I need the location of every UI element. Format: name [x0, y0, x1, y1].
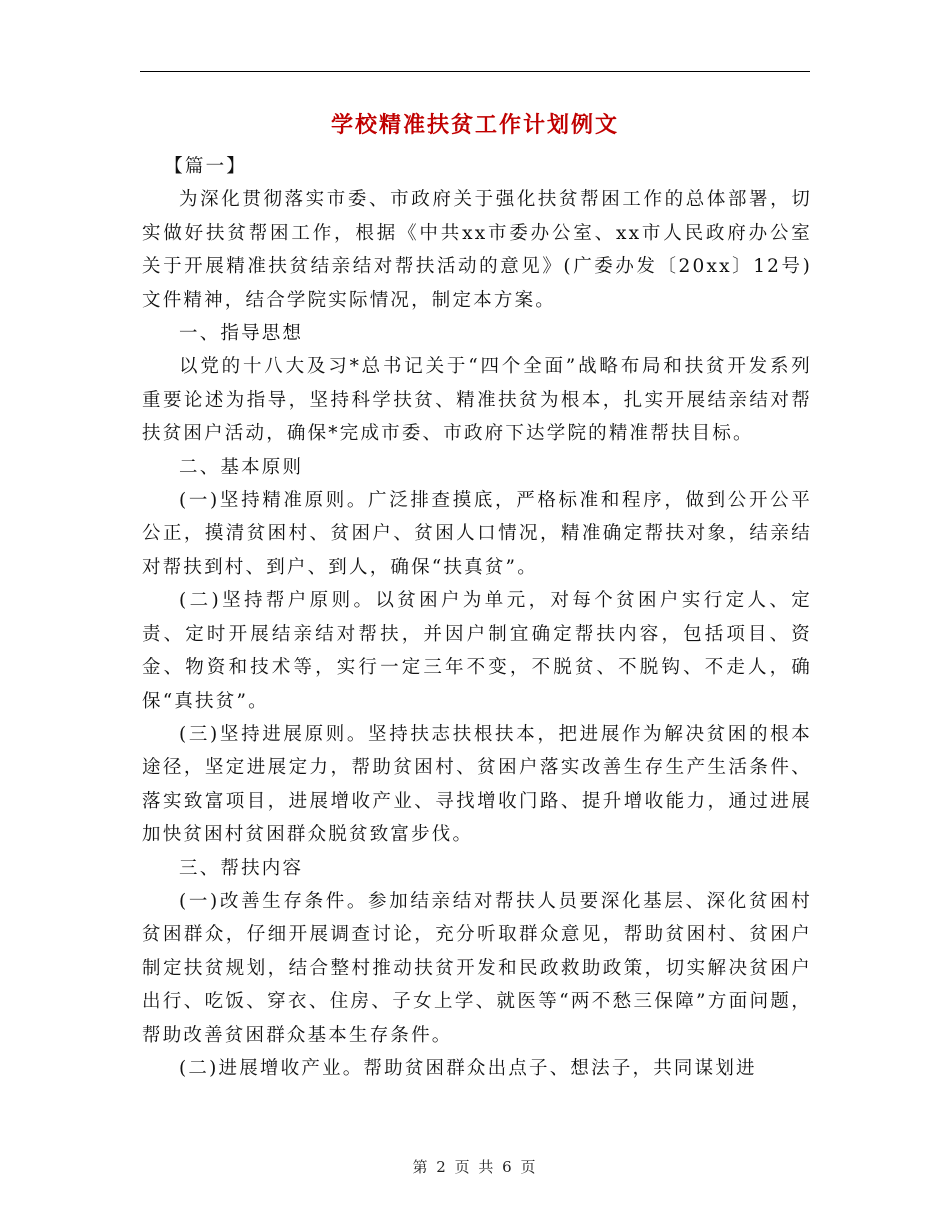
paragraph-intro: 为深化贯彻落实市委、市政府关于强化扶贫帮困工作的总体部署，切实做好扶贫帮困工作，根据《中共xx市委办公室、xx市人民政府办公室关于开展精准扶贫结亲结对帮扶活动的意见》(广委办发〔20xx〕12号)文件精神，结合学院实际情况，制定本方案。 — [142, 189, 812, 311]
heading-guiding-thought: 一、指导思想 — [179, 323, 304, 345]
paragraph-guiding-thought: 以党的十八大及习*总书记关于“四个全面”战略布局和扶贫开发系列重要论述为指导，坚持科学扶贫、精准扶贫为根本，扎实开展结亲结对帮扶贫困户活动，确保*完成市委、市政府下达学院的精准帮扶目标。 — [142, 356, 812, 445]
document-body — [142, 150, 812, 1085]
page-footer: 第 2 页 共 6 页 — [412, 1158, 538, 1176]
paragraph-content-1: (一)改善生存条件。参加结亲结对帮扶人员要深化基层、深化贫困村贫困群众，仔细开展调查讨论，充分听取群众意见，帮助贫困村、贫困户制定扶贫规划，结合整村推动扶贫开发和民政救助政策，切实解决贫困户出行、吃饭、穿衣、住房、子女上学、就医等“两不愁三保障”方面问题，帮助改善贫困群众基本生存条件。 — [142, 890, 812, 1046]
heading-assistance-content: 三、帮扶内容 — [179, 857, 304, 879]
paragraph-principle-3: (三)坚持进展原则。坚持扶志扶根扶本，把进展作为解决贫困的根本途径，坚定进展定力，帮助贫困村、贫困户落实改善生存生产生活条件、落实致富项目，进展增收产业、寻找增收门路、提升增收能力，通过进展加快贫困村贫困群众脱贫致富步伐。 — [142, 723, 812, 846]
paragraph-content-2: (二)进展增收产业。帮助贫困群众出点子、想法子，共同谋划进 — [179, 1057, 757, 1079]
paragraph-principle-1: (一)坚持精准原则。广泛排查摸底，严格标准和程序，做到公开公平公正，摸清贫困村、贫困户、贫困人口情况，精准确定帮扶对象，结亲结对帮扶到村、到户、到人，确保“扶真贫”。 — [142, 490, 812, 578]
heading-basic-principles: 二、基本原则 — [179, 456, 304, 478]
paragraph-principle-2: (二)坚持帮户原则。以贫困户为单元，对每个贫困户实行定人、定责、定时开展结亲结对帮扶，并因户制宜确定帮扶内容，包括项目、资金、物资和技术等，实行一定三年不变，不脱贫、不脱钩、不走人，确保“真扶贫”。 — [142, 590, 812, 712]
document-title: 学校精准扶贫工作计划例文 — [330, 112, 619, 138]
header-rule — [140, 71, 810, 72]
section-label: 【篇一】 — [164, 156, 247, 177]
